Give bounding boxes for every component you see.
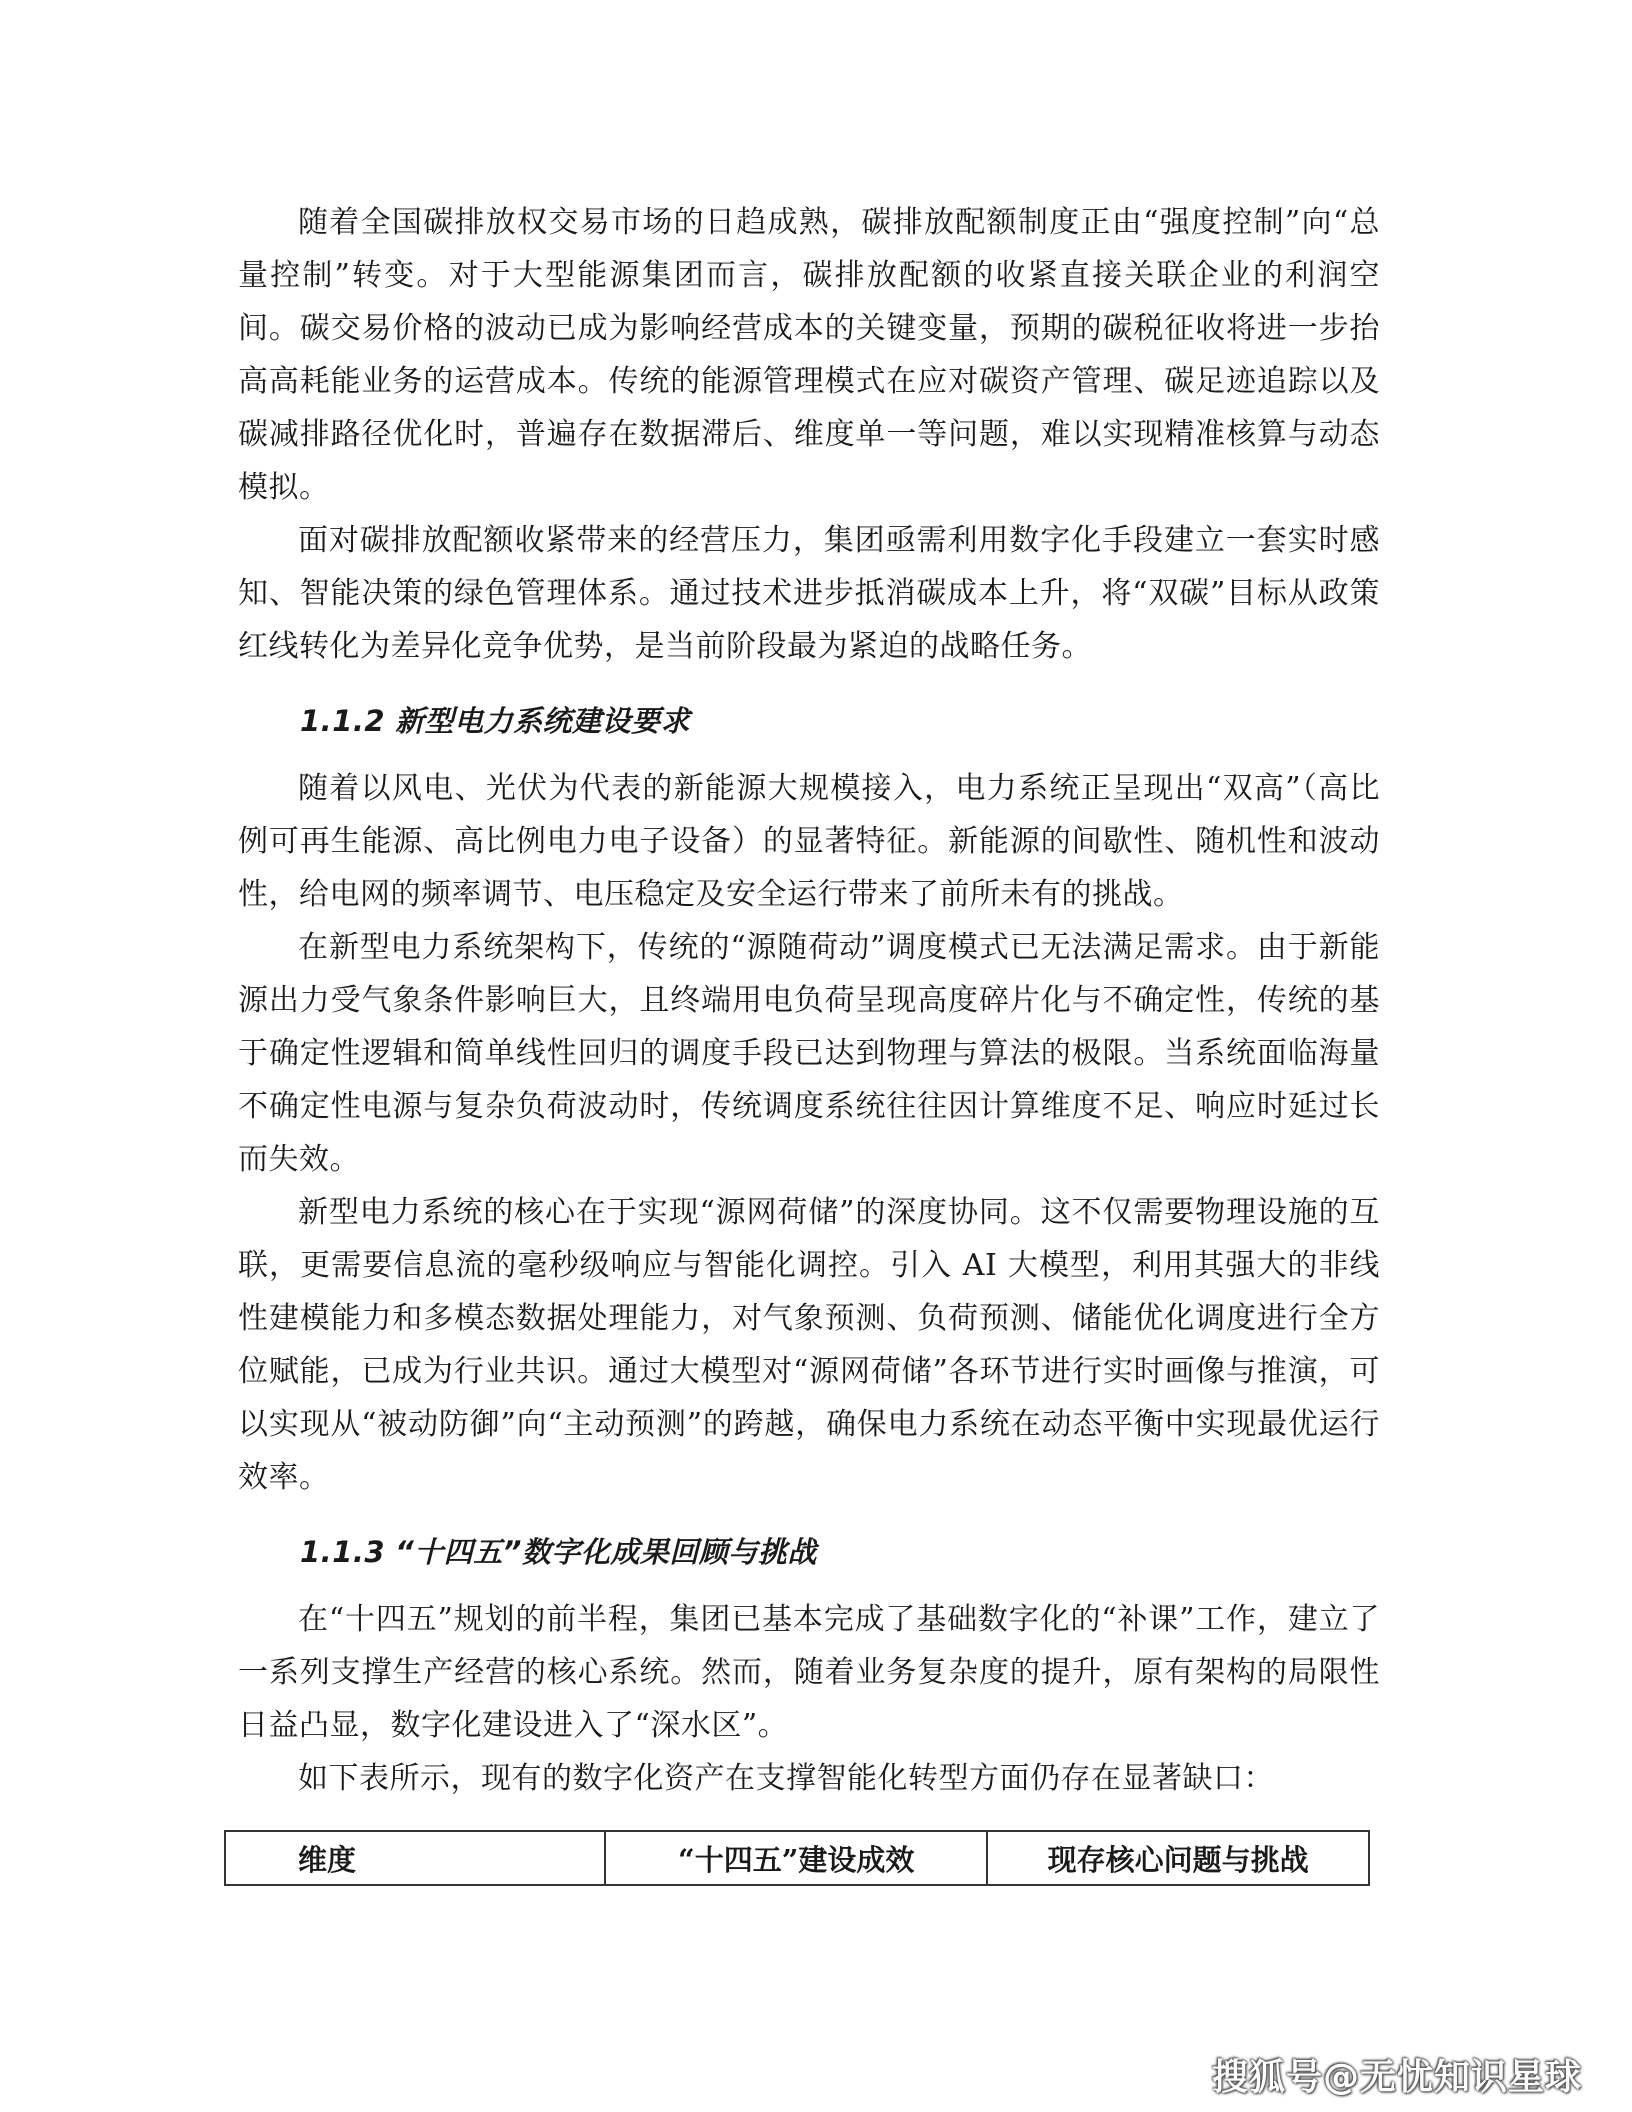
table-header-row	[225, 1831, 1369, 1885]
document-body	[238, 196, 1380, 1805]
paragraph-source-grid-load-storage: 新型电力系统的核心在于实现“源网荷储”的深度协同。这不仅需要物理设施的互联，更需要信息流的毫秒级响应与智能化调控。引入 AI 大模型，利用其强大的非线性建模能力和多模态数据处理能力，对气象预测、负荷预测、储能优化调度进行全方位赋能，已成为行业共识。通过大模型对“源网荷储”各环节进行实时画像与推演，可以实现从“被动防御”向“主动预测”的跨越，确保电力系统在动态平衡中实现最优运行效率。	[238, 1195, 1380, 1495]
section-heading-1-1-3	[300, 1526, 1380, 1579]
table-header-achievements: “十四五”建设成效	[605, 1831, 987, 1885]
paragraph-new-energy: 随着以风电、光伏为代表的新能源大规模接入，电力系统正呈现出“双高”（高比例可再生能源、高比例电力电子设备）的显著特征。新能源的间歇性、随机性和波动性，给电网的频率调节、电压稳定及安全运行带来了前所未有的挑战。	[238, 771, 1380, 912]
section-number: 1.1.2	[300, 704, 386, 738]
table-header-challenges: 现存核心问题与挑战	[987, 1831, 1369, 1885]
table-header-dimension: 维度	[225, 1831, 605, 1885]
paragraph-carbon-quota: 随着全国碳排放权交易市场的日趋成熟，碳排放配额制度正由“强度控制”向“总量控制”转变。对于大型能源集团而言，碳排放配额的收紧直接关联企业的利润空间。碳交易价格的波动已成为影响经营成本的关键变量，预期的碳税征收将进一步抬高高耗能业务的运营成本。传统的能源管理模式在应对碳资产管理、碳足迹追踪以及碳减排路径优化时，普遍存在数据滞后、维度单一等问题，难以实现精准核算与动态模拟。	[238, 205, 1380, 505]
paragraph-table-intro: 如下表所示，现有的数字化资产在支撑智能化转型方面仍存在显著缺口：	[298, 1761, 1274, 1796]
watermark: 搜狐号@无忧知识星球	[1211, 2057, 1582, 2098]
section-number: 1.1.3	[300, 1535, 386, 1569]
section-title: 新型电力系统建设要求	[395, 704, 691, 738]
paragraph-dispatch-mode: 在新型电力系统架构下，传统的“源随荷动”调度模式已无法满足需求。由于新能源出力受气象条件影响巨大，且终端用电负荷呈现高度碎片化与不确定性，传统的基于确定性逻辑和简单线性回归的调度手段已达到物理与算法的极限。当系统面临海量不确定性电源与复杂负荷波动时，传统调度系统往往因计算维度不足、响应时延过长而失效。	[238, 930, 1380, 1177]
section-heading-1-1-2	[300, 695, 1380, 748]
section-title: “十四五”数字化成果回顾与挑战	[395, 1535, 817, 1569]
digital-assets-table	[224, 1830, 1370, 1886]
paragraph-14th-five-year: 在“十四五”规划的前半程，集团已基本完成了基础数字化的“补课”工作，建立了一系列支撑生产经营的核心系统。然而，随着业务复杂度的提升，原有架构的局限性日益凸显，数字化建设进入了“深水区”。	[238, 1602, 1380, 1743]
paragraph-green-management: 面对碳排放配额收紧带来的经营压力，集团亟需利用数字化手段建立一套实时感知、智能决策的绿色管理体系。通过技术进步抵消碳成本上升，将“双碳”目标从政策红线转化为差异化竞争优势，是当前阶段最为紧迫的战略任务。	[238, 523, 1380, 664]
